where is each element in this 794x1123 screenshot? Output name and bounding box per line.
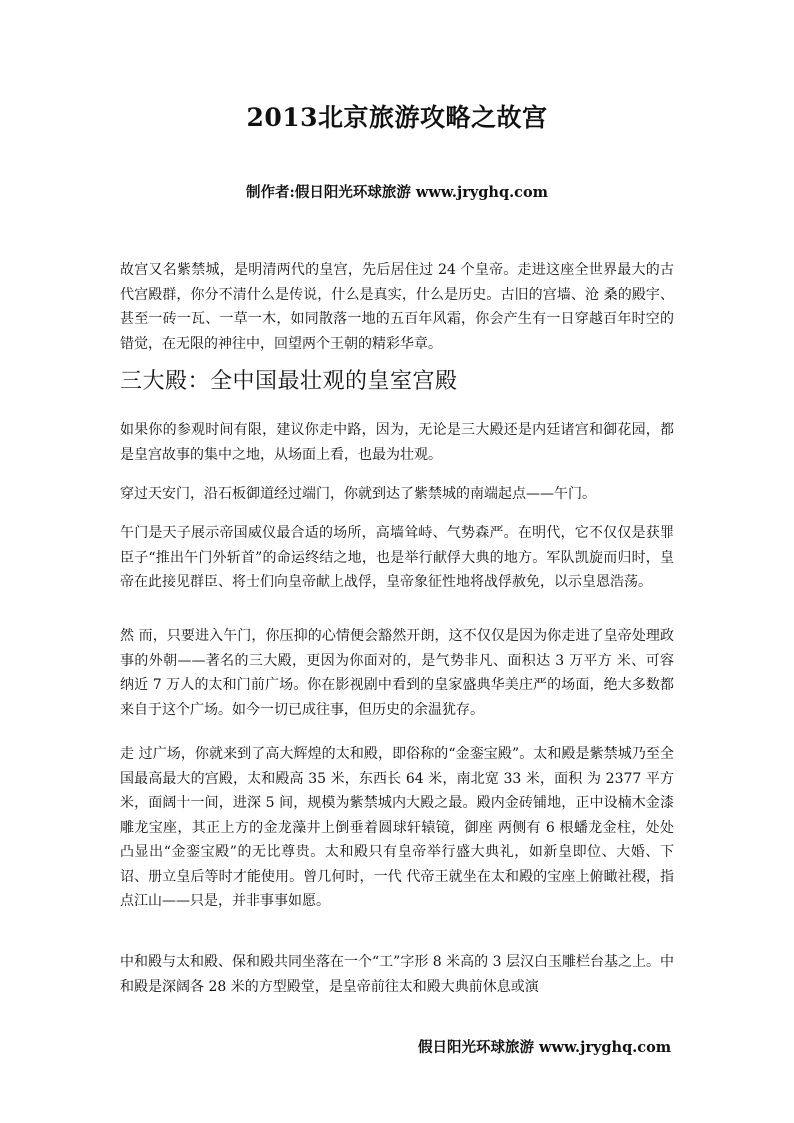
paragraph-wumen-history: 午门是天子展示帝国威仪最合适的场所，高墙耸峙、气势森严。在明代，它不仅仅是获罪臣子“推出午门外斩首”的命运终结之地，也是举行献俘大典的地方。军队凯旋而归时，皇帝在此接见群臣、将士们向皇帝献上战俘，皇帝象征性地将战俘赦免，以示皇恩浩荡。 <box>120 525 674 590</box>
paragraph-wumen-arrival: 穿过天安门，沿石板御道经过端门，你就到达了紫禁城的南端起点——午门。 <box>120 486 596 502</box>
paragraph-square: 然 而，只要进入午门，你压抑的心情便会豁然开朗，这不仅仅是因为你走进了皇帝处理政事的外朝——著名的三大殿，更因为你面对的，是气势非凡、面积达 3 万平方 米、可容纳近 7 万人的太和门前广场。你在影视剧中看到的皇家盛典华美庄严的场面，绝大多数都来自于这个广场。如今一切已成往事，但历史的余温犹存。 <box>120 628 674 718</box>
paragraph-zhonghedian: 中和殿与太和殿、保和殿共同坐落在一个“工”字形 8 米高的 3 层汉白玉雕栏台基之上。中和殿是深阔各 28 米的方型殿堂，是皇帝前往太和殿大典前休息或演 <box>120 954 674 995</box>
paragraph-taihedian: 走 过广场，你就来到了高大辉煌的太和殿，即俗称的“金銮宝殿”。太和殿是紫禁城乃至全国最高最大的宫殿，太和殿高 35 米，东西长 64 米，南北宽 33 米，面积 为 2377 平方米，面阔十一间，进深 5 间，规模为紫禁城内大殿之最。殿内金砖铺地，正中设楠木金漆雕龙宝座，其正上方的金龙藻井上倒垂着圆球轩辕镜，御座 两侧有 6 根蟠龙金柱，处处凸显出“金銮宝殿”的无比尊贵。太和殿只有皇帝举行盛大典礼，如新皇即位、大婚、下诏、册立皇后等时才能使用。曾几何时，一代 代帝王就坐在太和殿的宝座上俯瞰社稷，指点江山——只是，并非事事如愿。 <box>120 746 674 909</box>
author-byline: 制作者:假日阳光环球旅游 www.jryghq.com <box>246 184 548 201</box>
page-footer: 假日阳光环球旅游 www.jryghq.com <box>418 1039 672 1056</box>
intro-paragraph: 故宫又名紫禁城，是明清两代的皇宫，先后居住过 24 个皇帝。走进这座全世界最大的古代宫殿群，你分不清什么是传说，什么是真实，什么是历史。古旧的宫墙、沧 桑的殿宇、甚至一砖一瓦、一草一木，如同散落一地的五百年风霜，你会产生有一日穿越百年时空的错觉，在无限的神往中，回望两个王朝的精彩华章。 <box>120 262 674 352</box>
paragraph-route: 如果你的参观时间有限，建议你走中路，因为，无论是三大殿还是内廷诸宫和御花园，都是皇宫故事的集中之地，从场面上看，也最为壮观。 <box>120 422 674 463</box>
document-title: 2013北京旅游攻略之故宫 <box>246 103 548 132</box>
section-heading: 三大殿：全中国最壮观的皇室宫殿 <box>120 369 458 394</box>
